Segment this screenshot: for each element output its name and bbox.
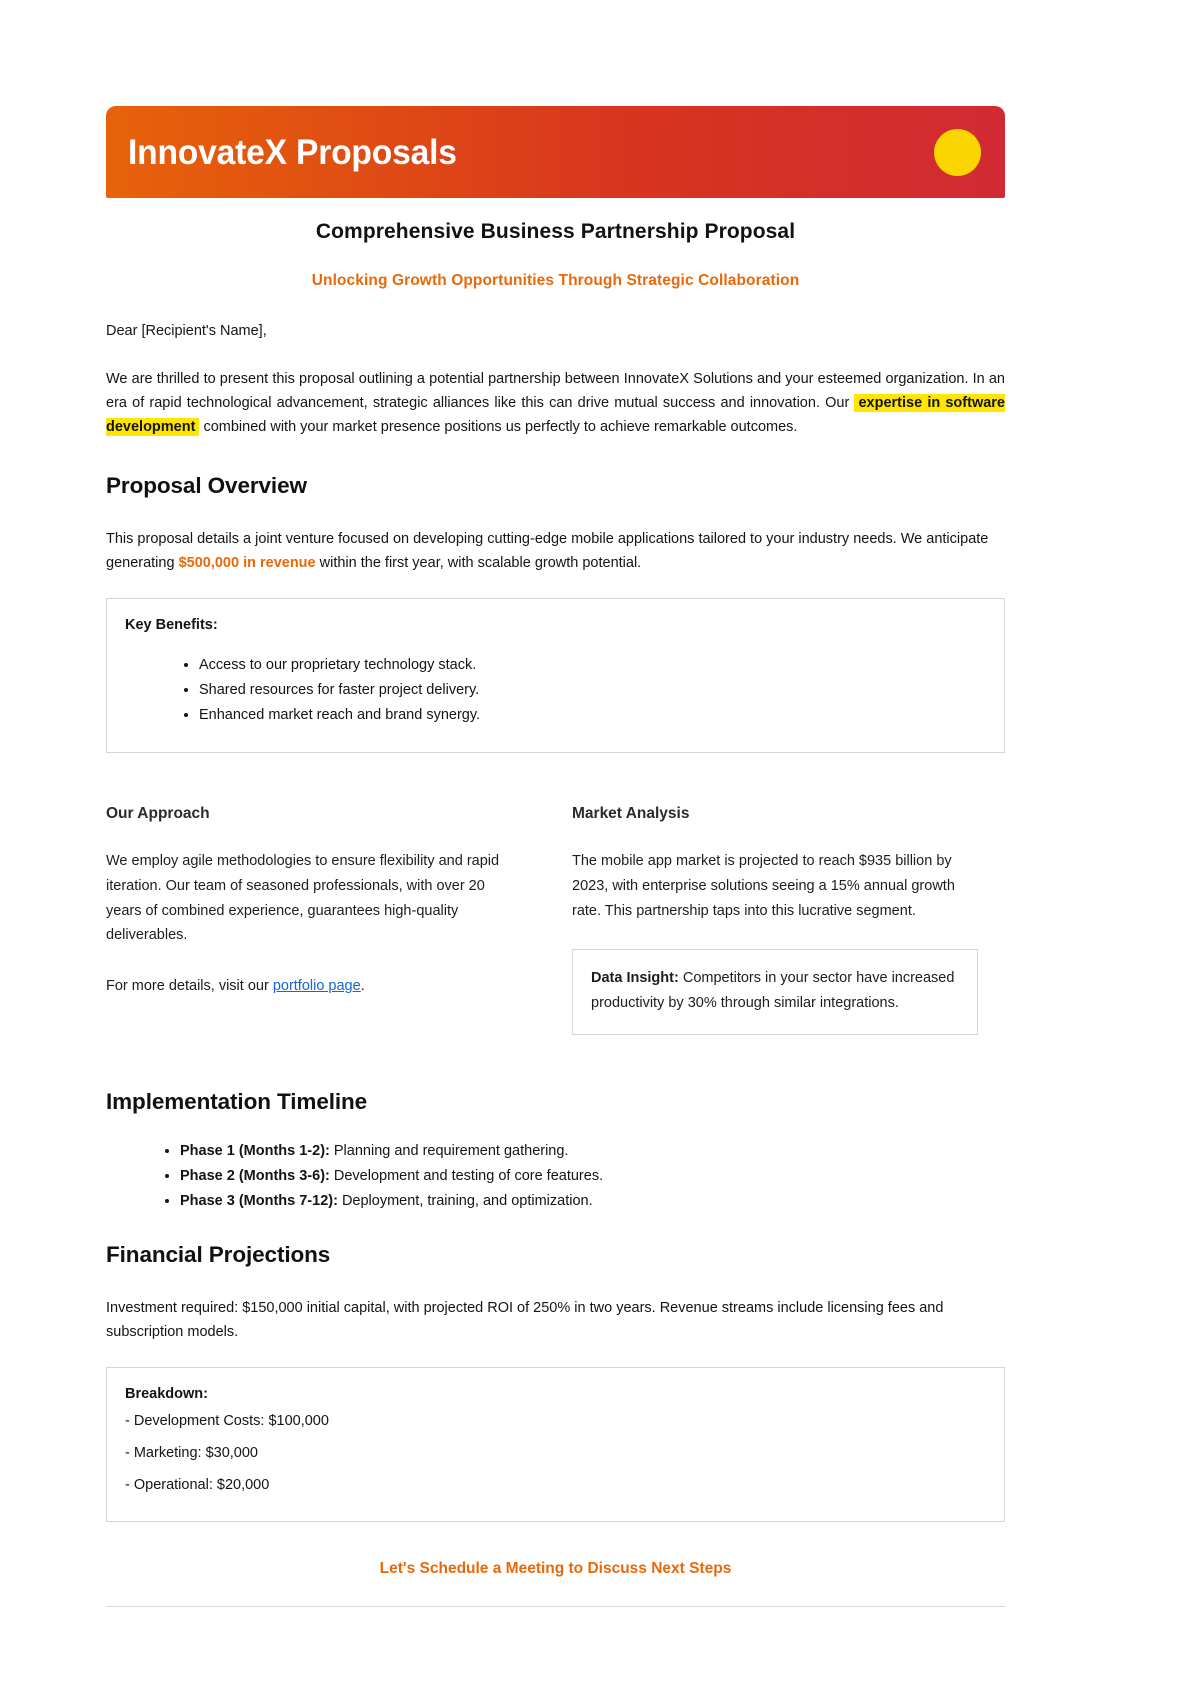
list-item xyxy=(180,1139,1005,1164)
data-insight-callout xyxy=(572,949,978,1035)
portfolio-page-link[interactable]: portfolio page xyxy=(272,978,361,995)
revenue-highlight: $500,000 in revenue xyxy=(178,555,316,572)
list-item: • Access to our proprietary technology stack. xyxy=(199,653,986,678)
intro-text-part1: We are thrilled to present this proposal outlining a potential partnership between InnovateX Solutions and your esteemed organization. In an era of rapid technological advancement, strategic alliances like this can drive mutual success and innovation. Our xyxy=(106,371,1005,411)
financial-projections-paragraph: Investment required: $150,000 initial capital, with projected ROI of 250% in two years. Revenue streams include licensing fees and subscription models. xyxy=(106,1300,944,1340)
our-approach-paragraph: We employ agile methodologies to ensure flexibility and rapid iteration. Our team of seasoned professionals, with over 20 years of combined experience, guarantees high-quality deliverables. xyxy=(106,852,500,944)
section-heading-implementation-timeline: Implementation Timeline xyxy=(106,1089,368,1115)
link-prefix-text: For more details, visit our xyxy=(106,978,273,995)
breakdown-line: - Marketing: $30,000 xyxy=(125,1444,258,1461)
section-heading-proposal-overview: Proposal Overview xyxy=(106,473,307,499)
yellow-circle-badge-icon xyxy=(934,129,981,176)
intro-text-part2: combined with your market presence positions us perfectly to achieve remarkable outcomes. xyxy=(199,418,798,435)
salutation: Dear [Recipient's Name], xyxy=(106,323,267,339)
column-our-approach xyxy=(106,805,512,1036)
key-benefits-callout xyxy=(106,598,1005,753)
footer-divider xyxy=(106,1606,1005,1607)
list-item: • Enhanced market reach and brand synergy. xyxy=(199,703,986,728)
data-insight-label: Data Insight: xyxy=(591,970,679,987)
phase-label: Phase 1 (Months 1-2): xyxy=(180,1143,330,1160)
page-subtitle: Unlocking Growth Opportunities Through Strategic Collaboration xyxy=(311,272,800,289)
two-column-section xyxy=(106,805,1005,1036)
highlighted-phrase: expertise in software development xyxy=(106,394,1005,435)
document-body xyxy=(106,198,1005,1607)
subsection-heading-market-analysis: Market Analysis xyxy=(572,804,690,822)
phase-label: Phase 3 (Months 7-12): xyxy=(180,1193,338,1210)
intro-paragraph xyxy=(106,368,1005,439)
portfolio-link-paragraph xyxy=(106,974,512,999)
subsection-heading-our-approach: Our Approach xyxy=(106,804,210,822)
phase-text: Deployment, training, and optimization. xyxy=(337,1193,593,1210)
header-banner xyxy=(106,106,1005,198)
overview-text-part1: This proposal details a joint venture focused on developing cutting-edge mobile applications tailored to your industry needs. We anticipate generating xyxy=(106,531,989,572)
key-benefits-title: Key Benefits: xyxy=(125,616,218,633)
link-suffix-text: . xyxy=(360,978,365,995)
breakdown-callout xyxy=(106,1367,1005,1523)
overview-paragraph xyxy=(106,528,1005,576)
phase-text: Development and testing of core features. xyxy=(329,1168,604,1185)
column-market-analysis xyxy=(572,805,978,1036)
data-insight-paragraph xyxy=(591,966,959,1016)
breakdown-line: - Operational: $20,000 xyxy=(125,1476,270,1493)
data-insight-text: Competitors in your sector have increased productivity by 30% through similar integrations. xyxy=(591,970,955,1012)
phase-label: Phase 2 (Months 3-6): xyxy=(180,1168,330,1185)
call-to-action-text[interactable]: Let's Schedule a Meeting to Discuss Next Steps xyxy=(379,1560,732,1578)
implementation-timeline-list xyxy=(106,1139,1005,1214)
section-heading-financial-projections: Financial Projections xyxy=(106,1242,331,1268)
market-analysis-paragraph: The mobile app market is projected to reach $935 billion by 2023, with enterprise solutions seeing a 15% annual growth rate. This partnership taps into this lucrative segment. xyxy=(572,852,955,919)
phase-text: Planning and requirement gathering. xyxy=(329,1143,569,1160)
page-title: Comprehensive Business Partnership Proposal xyxy=(315,220,796,243)
list-item xyxy=(180,1189,1005,1214)
brand-title: InnovateX Proposals xyxy=(128,132,457,172)
list-item xyxy=(180,1164,1005,1189)
overview-text-part2: within the first year, with scalable growth potential. xyxy=(315,555,642,572)
breakdown-line: - Development Costs: $100,000 xyxy=(125,1412,329,1429)
list-item: • Shared resources for faster project delivery. xyxy=(199,678,986,703)
key-benefits-list xyxy=(125,653,986,728)
breakdown-title: Breakdown: xyxy=(125,1385,208,1402)
